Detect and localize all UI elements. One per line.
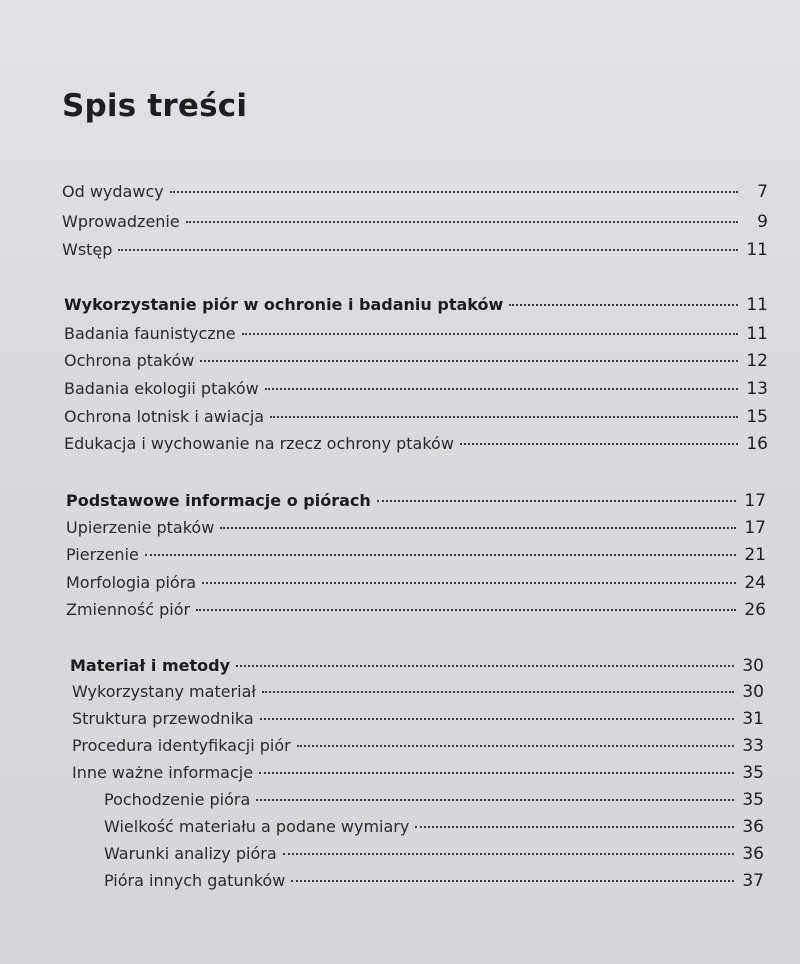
- toc-entry-page: 13: [746, 379, 768, 399]
- toc-entry-label: Warunki analizy pióra: [104, 844, 277, 863]
- toc-subentry: [104, 817, 764, 839]
- dot-leader: [196, 609, 736, 611]
- dot-leader: [509, 304, 738, 306]
- toc-entry: [72, 763, 764, 785]
- toc-entry: [62, 182, 768, 204]
- dot-leader: [262, 691, 734, 693]
- dot-leader: [202, 582, 736, 584]
- toc-entry-label: Inne ważne informacje: [72, 763, 254, 782]
- toc-entry-page: 24: [744, 573, 766, 593]
- toc-entry-label: Procedura identyfikacji piór: [72, 736, 291, 755]
- toc-entry: [66, 573, 766, 595]
- toc-entry: [72, 736, 764, 758]
- toc-subentry: [104, 871, 764, 893]
- toc-entry-page: 11: [746, 240, 768, 260]
- toc-entry-label: Morfologia pióra: [66, 573, 197, 592]
- toc-entry-label: Upierzenie ptaków: [66, 518, 215, 537]
- toc-entry: [62, 212, 768, 234]
- dot-leader: [170, 191, 738, 193]
- toc-entry: [62, 240, 768, 262]
- toc-entry-page: 33: [742, 736, 764, 756]
- toc-entry-page: 31: [742, 709, 764, 729]
- dot-leader: [377, 500, 736, 502]
- dot-leader: [236, 665, 734, 667]
- toc-entry-page: 35: [742, 763, 764, 783]
- toc-entry-page: 11: [746, 295, 768, 315]
- dot-leader: [145, 554, 736, 556]
- toc-section-heading: [66, 491, 766, 513]
- toc-entry-label: Ochrona ptaków: [64, 351, 195, 370]
- toc-entry-label: Pióra innych gatunków: [104, 871, 286, 890]
- toc-entry-page: 30: [742, 656, 764, 676]
- toc-entry-label: Struktura przewodnika: [72, 709, 254, 728]
- dot-leader: [415, 826, 734, 828]
- toc-entry: [64, 351, 768, 373]
- toc-entry-label: Badania faunistyczne: [64, 324, 236, 343]
- toc-entry-page: 36: [742, 817, 764, 837]
- toc-entry-page: 35: [742, 790, 764, 810]
- toc-entry-label: Od wydawcy: [62, 182, 164, 201]
- toc-subentry: [104, 790, 764, 812]
- toc-entry-label: Materiał i metody: [70, 656, 230, 675]
- dot-leader: [283, 853, 734, 855]
- toc-entry: [66, 518, 766, 540]
- dot-leader: [270, 416, 738, 418]
- toc-entry-page: 11: [746, 324, 768, 344]
- toc-entry: [64, 324, 768, 346]
- dot-leader: [460, 443, 738, 445]
- toc-entry-page: 17: [744, 518, 766, 538]
- dot-leader: [242, 333, 738, 335]
- toc-entry-label: Wstęp: [62, 240, 113, 259]
- toc-entry: [72, 682, 764, 704]
- toc-entry-page: 36: [742, 844, 764, 864]
- toc-entry-page: 7: [757, 182, 768, 202]
- toc-entry-label: Pochodzenie pióra: [104, 790, 251, 809]
- toc-entry-page: 16: [746, 434, 768, 454]
- toc-entry-label: Wykorzystany materiał: [72, 682, 256, 701]
- toc-subentry: [104, 844, 764, 866]
- dot-leader: [256, 799, 734, 801]
- dot-leader: [220, 527, 736, 529]
- toc-entry-label: Ochrona lotnisk i awiacja: [64, 407, 265, 426]
- dot-leader: [297, 745, 734, 747]
- toc-section-heading: [64, 295, 768, 317]
- toc-entry-page: 26: [744, 600, 766, 620]
- page-title: Spis treści: [62, 88, 248, 124]
- toc-entry-page: 37: [742, 871, 764, 891]
- toc-section-heading: [70, 656, 764, 678]
- toc-entry-page: 15: [746, 407, 768, 427]
- toc-entry-page: 21: [744, 545, 766, 565]
- dot-leader: [265, 388, 738, 390]
- toc-entry: [64, 434, 768, 456]
- toc-entry: [64, 407, 768, 429]
- toc-entry-label: Wprowadzenie: [62, 212, 180, 231]
- toc-entry-label: Pierzenie: [66, 545, 139, 564]
- toc-entry-page: 9: [757, 212, 768, 232]
- dot-leader: [259, 772, 734, 774]
- toc-entry-label: Wykorzystanie piór w ochronie i badaniu ptaków: [64, 295, 504, 314]
- toc-entry-label: Podstawowe informacje o piórach: [66, 491, 371, 510]
- toc-entry-label: Zmienność piór: [66, 600, 191, 619]
- toc-entry-page: 30: [742, 682, 764, 702]
- toc-entry-label: Badania ekologii ptaków: [64, 379, 259, 398]
- dot-leader: [260, 718, 734, 720]
- toc-entry: [66, 600, 766, 622]
- toc-entry-label: Wielkość materiału a podane wymiary: [104, 817, 410, 836]
- toc-entry: [66, 545, 766, 567]
- dot-leader: [291, 880, 734, 882]
- toc-entry-label: Edukacja i wychowanie na rzecz ochrony ptaków: [64, 434, 454, 453]
- dot-leader: [118, 249, 738, 251]
- toc-entry: [64, 379, 768, 401]
- dot-leader: [200, 360, 738, 362]
- toc-entry-page: 17: [744, 491, 766, 511]
- dot-leader: [186, 221, 738, 223]
- toc-entry-page: 12: [746, 351, 768, 371]
- toc-entry: [72, 709, 764, 731]
